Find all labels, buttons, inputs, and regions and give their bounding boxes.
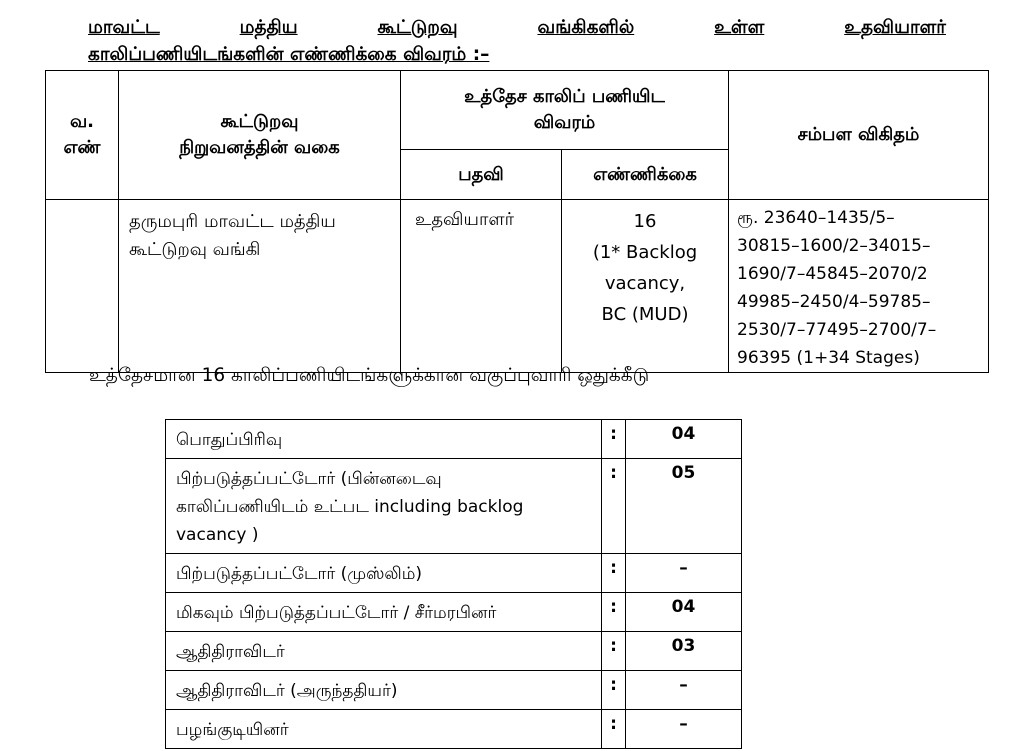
- cell-value: –: [626, 671, 742, 710]
- header-org-line: கூட்டுறவு: [220, 111, 299, 132]
- header-vacancy-line: உத்தேச காலிப் பணியிட: [464, 86, 665, 107]
- heading-word: வங்கிகளில்: [537, 17, 635, 38]
- heading-line-1: [88, 14, 946, 41]
- header-org-line: நிறுவனத்தின் வகை: [179, 137, 340, 158]
- cell-colon: :: [602, 554, 626, 593]
- table-row: [166, 554, 742, 593]
- cell-scale-line: 49985–2450/4–59785–: [737, 292, 931, 312]
- cell-value: –: [626, 554, 742, 593]
- cell-count-line: (1* Backlog: [592, 242, 698, 263]
- cell-org-line: தருமபுரி மாவட்ட மத்திய: [129, 211, 336, 232]
- cell-org: [119, 200, 401, 373]
- cell-colon: :: [602, 671, 626, 710]
- table-row: [166, 593, 742, 632]
- category-line: vacancy ): [176, 525, 259, 545]
- cell-scale-line: 2530/7–77495–2700/7–: [737, 320, 937, 340]
- reservation-table: [165, 419, 742, 749]
- category-line: பழங்குடியினர்: [176, 720, 289, 740]
- category-line: பிற்படுத்தப்பட்டோர் (முஸ்லிம்): [176, 564, 423, 584]
- cell-scale-line: 30815–1600/2–34015–: [737, 236, 931, 256]
- category-line: காலிப்பணியிடம் உட்பட including backlog: [176, 497, 524, 517]
- cell-value: 03: [626, 632, 742, 671]
- cell-scale-line: 1690/7–45845–2070/2: [737, 264, 928, 284]
- vacancy-table: [45, 70, 989, 373]
- table-row: [166, 459, 742, 554]
- table-row: [166, 671, 742, 710]
- cell-category: [166, 632, 602, 671]
- cell-count: [562, 200, 729, 373]
- cell-colon: :: [602, 710, 626, 749]
- cell-colon: :: [602, 459, 626, 554]
- cell-category: [166, 593, 602, 632]
- cell-colon: :: [602, 593, 626, 632]
- cell-colon: :: [602, 632, 626, 671]
- cell-category: [166, 671, 602, 710]
- header-scale: சம்பள விகிதம்: [729, 71, 989, 200]
- header-vacancy-line: விவரம்: [533, 112, 596, 133]
- header-sno-line: எண்: [63, 137, 101, 158]
- header-count: எண்ணிக்கை: [562, 150, 729, 200]
- cell-category: [166, 459, 602, 554]
- category-line: பிற்படுத்தப்பட்டோர் (பின்னடைவு: [176, 469, 442, 489]
- table-row: [166, 420, 742, 459]
- distribution-line: உத்தேசமான 16 காலிப்பணியிடங்களுக்கான வகுப்புவாரி ஒதுக்கீடு: [89, 365, 650, 386]
- cell-count-line: 16: [633, 211, 657, 232]
- cell-value: –: [626, 710, 742, 749]
- cell-scale-line: 96395 (1+34 Stages): [737, 348, 920, 368]
- heading-line-2: காலிப்பணியிடங்களின் எண்ணிக்கை விவரம் :–: [88, 44, 490, 65]
- table-row: [166, 710, 742, 749]
- cell-value: 04: [626, 593, 742, 632]
- category-line: மிகவும் பிற்படுத்தப்பட்டோர் / சீர்மரபினர்: [176, 603, 497, 623]
- category-line: ஆதிதிராவிடர் (அருந்ததியர்): [176, 681, 398, 701]
- category-line: பொதுப்பிரிவு: [176, 430, 283, 450]
- page-heading: [88, 14, 946, 68]
- cell-value: 05: [626, 459, 742, 554]
- cell-category: [166, 554, 602, 593]
- cell-org-line: கூட்டுறவு வங்கி: [129, 239, 261, 260]
- table-row: [46, 200, 989, 373]
- header-vacancy-group: [401, 71, 729, 150]
- heading-word: உள்ள: [714, 17, 765, 38]
- cell-count-line: vacancy,: [604, 273, 686, 294]
- header-org: [119, 71, 401, 200]
- cell-value: 04: [626, 420, 742, 459]
- cell-post: உதவியாளர்: [401, 200, 562, 373]
- table-row: [166, 632, 742, 671]
- cell-scale-line: ரூ. 23640–1435/5–: [737, 208, 895, 228]
- heading-word: மாவட்ட: [88, 17, 160, 38]
- cell-count-line: BC (MUD): [601, 304, 689, 325]
- header-sno-line: வ.: [69, 111, 95, 132]
- cell-scale: [729, 200, 989, 373]
- cell-category: [166, 420, 602, 459]
- heading-word: கூட்டுறவு: [377, 17, 458, 38]
- cell-colon: :: [602, 420, 626, 459]
- category-line: ஆதிதிராவிடர்: [176, 642, 285, 662]
- cell-sno: [46, 200, 119, 373]
- heading-word: மத்திய: [239, 17, 298, 38]
- header-post: பதவி: [401, 150, 562, 200]
- header-sno: [46, 71, 119, 200]
- cell-category: [166, 710, 602, 749]
- heading-word: உதவியாளர்: [844, 17, 946, 38]
